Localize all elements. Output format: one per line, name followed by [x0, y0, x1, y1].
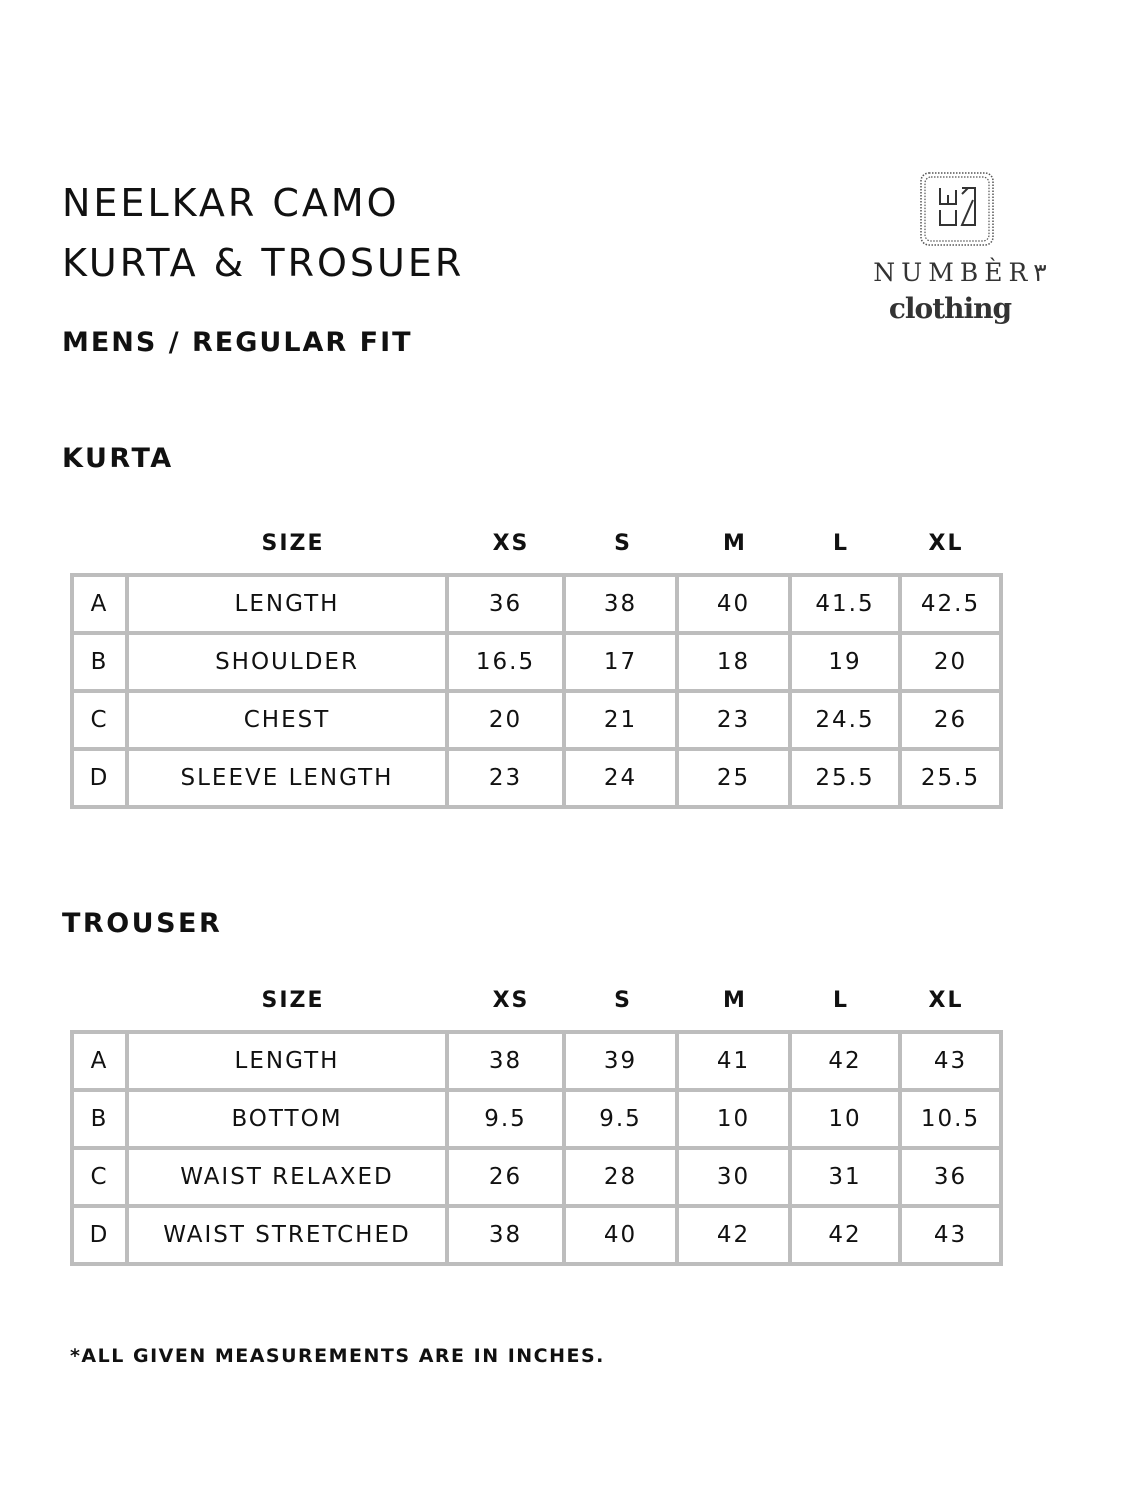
- row-code: A: [72, 575, 127, 633]
- row-code: C: [72, 1148, 127, 1206]
- value-l: 24.5: [790, 691, 900, 749]
- value-s: 39: [564, 1032, 677, 1090]
- value-l: 19: [790, 633, 900, 691]
- row-code: A: [72, 1032, 127, 1090]
- value-xl: 10.5: [900, 1090, 1001, 1148]
- title-line-2: KURTA & TROSUER: [62, 241, 465, 285]
- value-l: 10: [790, 1090, 900, 1148]
- trouser-header-m: M: [723, 988, 747, 1013]
- table-row: [72, 1032, 1001, 1090]
- value-m: 41: [677, 1032, 790, 1090]
- trouser-header-s: S: [614, 988, 632, 1013]
- brand-logo: [850, 170, 1070, 340]
- kurta-heading: KURTA: [62, 443, 174, 474]
- trouser-header-size: SIZE: [261, 988, 325, 1013]
- value-xl: 43: [900, 1032, 1001, 1090]
- value-s: 9.5: [564, 1090, 677, 1148]
- kurta-size-table: [70, 573, 1003, 809]
- value-xl: 25.5: [900, 749, 1001, 807]
- value-xs: 23: [447, 749, 564, 807]
- value-xs: 36: [447, 575, 564, 633]
- logo-brand-text: NUMBÈR٣: [873, 258, 1047, 287]
- value-xs: 26: [447, 1148, 564, 1206]
- value-m: 25: [677, 749, 790, 807]
- kurta-header-xs: XS: [492, 531, 530, 556]
- value-m: 23: [677, 691, 790, 749]
- measurement-label: SLEEVE LENGTH: [127, 749, 447, 807]
- measurement-label: SHOULDER: [127, 633, 447, 691]
- table-row: [72, 633, 1001, 691]
- value-s: 40: [564, 1206, 677, 1264]
- trouser-size-table: [70, 1030, 1003, 1266]
- table-row: [72, 1148, 1001, 1206]
- value-m: 18: [677, 633, 790, 691]
- measurement-footnote: *ALL GIVEN MEASUREMENTS ARE IN INCHES.: [70, 1345, 605, 1367]
- value-m: 30: [677, 1148, 790, 1206]
- row-code: C: [72, 691, 127, 749]
- kurta-header-s: S: [614, 531, 632, 556]
- trouser-header-xs: XS: [492, 988, 530, 1013]
- row-code: D: [72, 749, 127, 807]
- value-xs: 16.5: [447, 633, 564, 691]
- value-xs: 38: [447, 1206, 564, 1264]
- value-l: 42: [790, 1206, 900, 1264]
- logo-tagline: clothing: [888, 292, 1012, 325]
- row-code: D: [72, 1206, 127, 1264]
- row-code: B: [72, 1090, 127, 1148]
- measurement-label: WAIST RELAXED: [127, 1148, 447, 1206]
- value-xs: 9.5: [447, 1090, 564, 1148]
- value-s: 17: [564, 633, 677, 691]
- value-s: 28: [564, 1148, 677, 1206]
- measurement-label: LENGTH: [127, 575, 447, 633]
- value-xl: 26: [900, 691, 1001, 749]
- value-xl: 20: [900, 633, 1001, 691]
- table-row: [72, 1206, 1001, 1264]
- value-xs: 20: [447, 691, 564, 749]
- value-m: 42: [677, 1206, 790, 1264]
- value-s: 24: [564, 749, 677, 807]
- kurta-header-xl: XL: [928, 531, 964, 556]
- measurement-label: WAIST STRETCHED: [127, 1206, 447, 1264]
- value-l: 31: [790, 1148, 900, 1206]
- table-row: [72, 1090, 1001, 1148]
- measurement-label: BOTTOM: [127, 1090, 447, 1148]
- kurta-header-m: M: [723, 531, 747, 556]
- value-xl: 43: [900, 1206, 1001, 1264]
- value-s: 38: [564, 575, 677, 633]
- row-code: B: [72, 633, 127, 691]
- kurta-header-l: L: [832, 531, 850, 556]
- table-row: [72, 691, 1001, 749]
- title-line-1: NEELKAR CAMO: [62, 181, 400, 225]
- measurement-label: LENGTH: [127, 1032, 447, 1090]
- trouser-heading: TROUSER: [62, 908, 223, 939]
- table-row: [72, 575, 1001, 633]
- value-l: 42: [790, 1032, 900, 1090]
- kurta-header-size: SIZE: [261, 531, 325, 556]
- value-m: 40: [677, 575, 790, 633]
- measurement-label: CHEST: [127, 691, 447, 749]
- value-xs: 38: [447, 1032, 564, 1090]
- value-xl: 36: [900, 1148, 1001, 1206]
- value-l: 25.5: [790, 749, 900, 807]
- table-row: [72, 749, 1001, 807]
- value-m: 10: [677, 1090, 790, 1148]
- trouser-header-xl: XL: [928, 988, 964, 1013]
- value-s: 21: [564, 691, 677, 749]
- fit-subtitle: MENS / REGULAR FIT: [62, 327, 413, 358]
- value-xl: 42.5: [900, 575, 1001, 633]
- trouser-header-l: L: [832, 988, 850, 1013]
- value-l: 41.5: [790, 575, 900, 633]
